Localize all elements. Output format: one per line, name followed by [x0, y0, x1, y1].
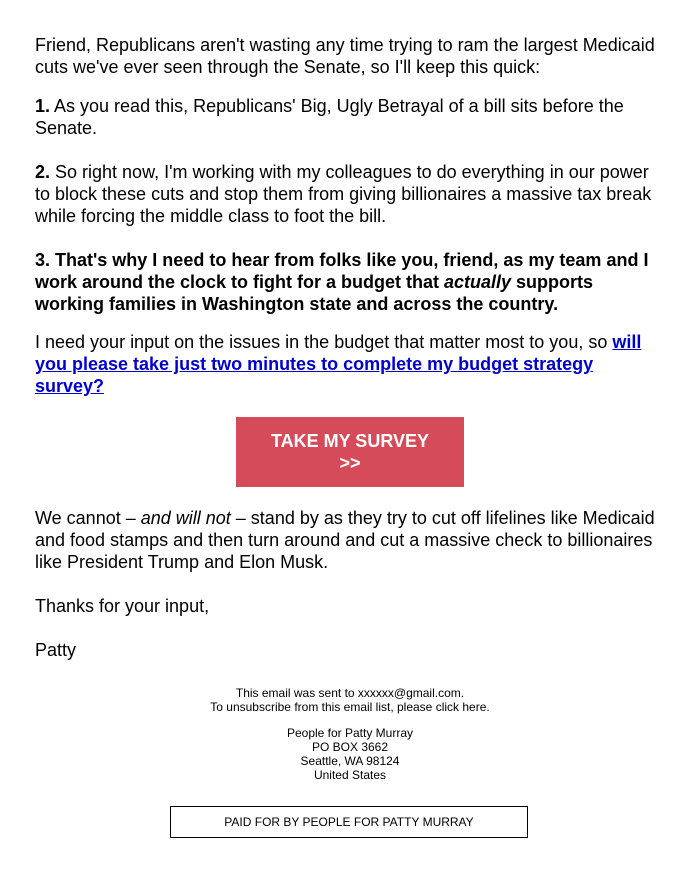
city-state-zip: Seattle, WA 98124: [300, 754, 400, 768]
po-box: PO BOX 3662: [311, 740, 389, 754]
cta-container: [35, 417, 665, 487]
footer-spacer: [0, 714, 700, 726]
sent-to-suffix: .: [460, 686, 465, 700]
unsubscribe-prefix: To unsubscribe from this email list, please: [210, 700, 436, 714]
paid-for-disclaimer: PAID FOR BY PEOPLE FOR PATTY MURRAY: [170, 806, 528, 838]
point-2-paragraph: [35, 161, 665, 227]
closing-text-end: – stand by as they try to cut off lifelines like Medicaid and food stamps and then turn around and cut a massive check to billionaires like President Trump and Elon Musk.: [35, 508, 655, 572]
point-3-emphasis: actually: [444, 272, 512, 292]
closing-paragraph: [35, 507, 665, 573]
ask-paragraph: [35, 331, 665, 397]
point-2-text: So right now, I'm working with my colleagues to do everything in our power to block these cuts and stop them from giving billionaires a massive tax break while forcing the middle class to foot the bill.: [35, 162, 652, 226]
closing-emphasis: and will not: [140, 508, 231, 528]
unsubscribe-line: [0, 700, 700, 714]
closing-text-start: We cannot –: [35, 508, 141, 528]
point-3-text-start: 3. That's why I need to hear from folks like you, friend, as my team and I work around the clock to fight for a budget that: [35, 250, 649, 292]
take-survey-button[interactable]: TAKE MY SURVEY >>: [236, 417, 464, 487]
point-1-paragraph: [35, 95, 665, 139]
sent-to-prefix: This email was sent to: [235, 686, 358, 700]
email-body: [35, 34, 665, 661]
signature: Patty: [35, 640, 77, 660]
point-3-text-end: supports working families in Washington state and across the country.: [35, 272, 594, 314]
point-1-number: 1.: [35, 96, 51, 116]
survey-link[interactable]: will you please take just two minutes to complete my budget strategy survey?: [35, 332, 642, 396]
ask-text: I need your input on the issues in the budget that matter most to you, so: [35, 332, 613, 352]
sent-to-email: xxxxxx@gmail.com: [357, 686, 461, 700]
country: United States: [313, 768, 387, 782]
sent-to-line: [0, 686, 700, 700]
unsubscribe-suffix: .: [486, 700, 490, 714]
org-name: People for Patty Murray: [286, 726, 414, 740]
point-3-paragraph: [35, 249, 665, 315]
point-2-number: 2.: [35, 162, 51, 182]
unsubscribe-link[interactable]: click here: [435, 700, 487, 714]
email-footer: [0, 686, 700, 782]
intro-paragraph: Friend, Republicans aren't wasting any time trying to ram the largest Medicaid cuts we've ever seen through the Senate, so I'll keep this quick:: [35, 35, 655, 77]
thanks-line: Thanks for your input,: [35, 596, 210, 616]
point-1-text: As you read this, Republicans' Big, Ugly Betrayal of a bill sits before the Senate.: [35, 96, 624, 138]
